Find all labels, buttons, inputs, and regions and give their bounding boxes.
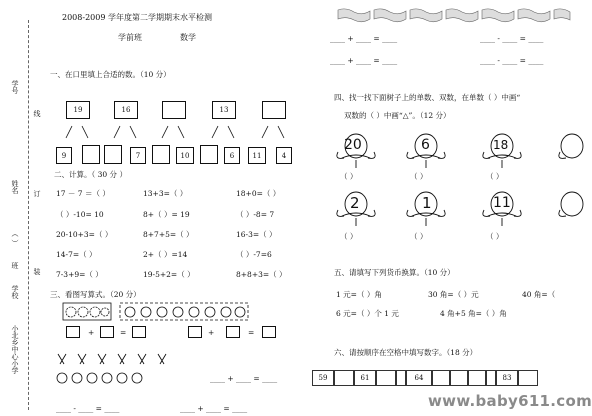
- calc-item: 14-7=（ ）: [56, 250, 97, 259]
- seal-char-order: 订: [33, 190, 41, 197]
- tree-number: 20: [344, 137, 362, 153]
- tree-number: 18: [493, 138, 509, 152]
- bottom-box: 4: [276, 147, 292, 164]
- bottom-box: [200, 145, 218, 164]
- sequence-cell: [468, 370, 486, 386]
- equation-blank: ____ - ____ = ____: [480, 34, 544, 43]
- answer-box: [66, 326, 80, 338]
- tree-paren: （ ）: [340, 232, 358, 241]
- calc-item: 8+7+5=（ ）: [143, 230, 194, 239]
- calc-item: 17 － 7 ＝（ ）: [56, 189, 110, 198]
- equation-blank: ____ + ____ = ____: [180, 404, 248, 413]
- tree-paren: （ ）: [410, 172, 428, 181]
- currency-item: 30 角=（ ）元: [428, 290, 479, 299]
- class-label: 学前班: [118, 33, 142, 42]
- tree-paren: （ ）: [486, 232, 504, 241]
- watermark-text: www.baby611.com: [428, 392, 592, 410]
- section1-title: 一、在口里填上合适的数。（10 分）: [50, 70, 171, 79]
- sequence-cell: [396, 370, 406, 386]
- sequence-cell: 64: [406, 370, 432, 386]
- calc-item: 2+（ ）=14: [143, 250, 188, 259]
- tree-number: 11: [493, 195, 511, 211]
- section4-title: 四、找一找下面树子上的单数、双数，在单数（ ）中画“: [334, 93, 521, 102]
- sequence-cell: [376, 370, 396, 386]
- bottom-box: [152, 145, 170, 164]
- top-box: [262, 101, 286, 119]
- tree-paren: （ ）: [486, 172, 504, 181]
- sequence-cell: 61: [354, 370, 376, 386]
- plus-sign: +: [208, 328, 215, 337]
- picture-tools: [52, 350, 172, 390]
- sequence-cell: [486, 370, 496, 386]
- flag-strip: [336, 8, 572, 22]
- equals-sign: =: [248, 328, 255, 337]
- calc-item: 18+0=（ ）: [236, 189, 281, 198]
- calc-item: 20-10+3=（ ）: [56, 230, 113, 239]
- label-class-paren: （ ）: [11, 230, 19, 247]
- label-school-name: 小北乡中心小学: [11, 325, 19, 374]
- calc-item: 8+8+3=（ ）: [236, 270, 287, 279]
- currency-item: 6 元=（ ）个 1 元: [336, 309, 399, 318]
- label-student-number: 学号: [11, 80, 19, 94]
- label-name: 姓名: [11, 180, 19, 194]
- seal-char-line: 线: [33, 110, 41, 117]
- bottom-box: 10: [176, 147, 194, 164]
- tree-number: 1: [422, 194, 432, 212]
- seal-char-bind: 装: [33, 268, 41, 275]
- equation-blank: ____ - ____ = ____: [56, 404, 120, 413]
- binding-line: [28, 20, 30, 410]
- top-box: 16: [114, 101, 138, 119]
- section4-title-cont: 双数的（ ）中画“△”。（12 分）: [344, 111, 451, 120]
- section2-title: 二、计算。（ 30 分 ）: [54, 170, 127, 179]
- calc-item: 13+3=（ ）: [143, 189, 188, 198]
- tree-paren: （ ）: [410, 232, 428, 241]
- calc-item: （ ）-10= 10: [56, 210, 104, 219]
- tree-number: 6: [421, 137, 430, 153]
- sequence-cell: [518, 370, 538, 386]
- answer-box: [188, 326, 202, 338]
- equation-blank: ____ + ____ = ____: [210, 374, 278, 383]
- currency-item: 1 元=（ ）角: [336, 290, 382, 299]
- calc-item: 16-3=（ ）: [236, 230, 277, 239]
- answer-box: [132, 326, 146, 338]
- equation-blank: ____ - ____ = ____: [480, 56, 544, 65]
- exam-title: 2008-2009 学年度第二学期期末水平检测: [62, 13, 212, 22]
- section6-title: 六、请按顺序在空格中填写数字。（18 分）: [334, 348, 478, 357]
- bottom-box: 7: [130, 147, 146, 164]
- sequence-cell: 83: [496, 370, 518, 386]
- equation-blank: ____ + ____ = ____: [330, 34, 398, 43]
- plus-sign: +: [88, 328, 95, 337]
- sequence-cell: [432, 370, 450, 386]
- top-box: [162, 101, 186, 119]
- label-school: 学校: [11, 285, 19, 299]
- calc-item: 8+（ ）= 19: [143, 210, 190, 219]
- top-box: 19: [66, 101, 90, 119]
- branch-lines: [50, 124, 310, 144]
- label-class: 班: [11, 262, 19, 269]
- picture-dots-row: [62, 302, 302, 322]
- bottom-box: [82, 145, 100, 164]
- tree-paren: （ ）: [340, 172, 358, 181]
- equals-sign: =: [120, 328, 127, 337]
- bottom-box: 6: [224, 147, 240, 164]
- bottom-box: 9: [56, 147, 72, 164]
- calc-item: （ ）-7=6: [236, 250, 272, 259]
- answer-box: [226, 326, 240, 338]
- currency-item: 4 角+5 角=（ ）角: [440, 309, 507, 318]
- tree-number: 2: [350, 194, 360, 212]
- sequence-cell: 59: [312, 370, 334, 386]
- section5-title: 五、请填写下列货币换算。（10 分）: [334, 268, 455, 277]
- equation-blank: ____ + ____ = ____: [330, 56, 398, 65]
- calc-item: 7-3+9=（ ）: [56, 270, 103, 279]
- sequence-cell: [450, 370, 468, 386]
- answer-box: [100, 326, 114, 338]
- bottom-box: [104, 145, 122, 164]
- top-box: 13: [212, 101, 236, 119]
- calc-item: 19-5+2=（ ）: [143, 270, 195, 279]
- tree-row-2: [330, 188, 572, 228]
- bottom-box: 11: [248, 147, 266, 164]
- calc-item: （ ）-8= 7: [236, 210, 275, 219]
- tree-row-1: [330, 130, 572, 170]
- answer-box: [262, 326, 276, 338]
- section3-title: 三、看图写算式。（20 分）: [50, 290, 141, 299]
- currency-item: 40 角=（: [522, 290, 556, 299]
- sequence-cell: [334, 370, 354, 386]
- subject-label: 数学: [180, 33, 196, 42]
